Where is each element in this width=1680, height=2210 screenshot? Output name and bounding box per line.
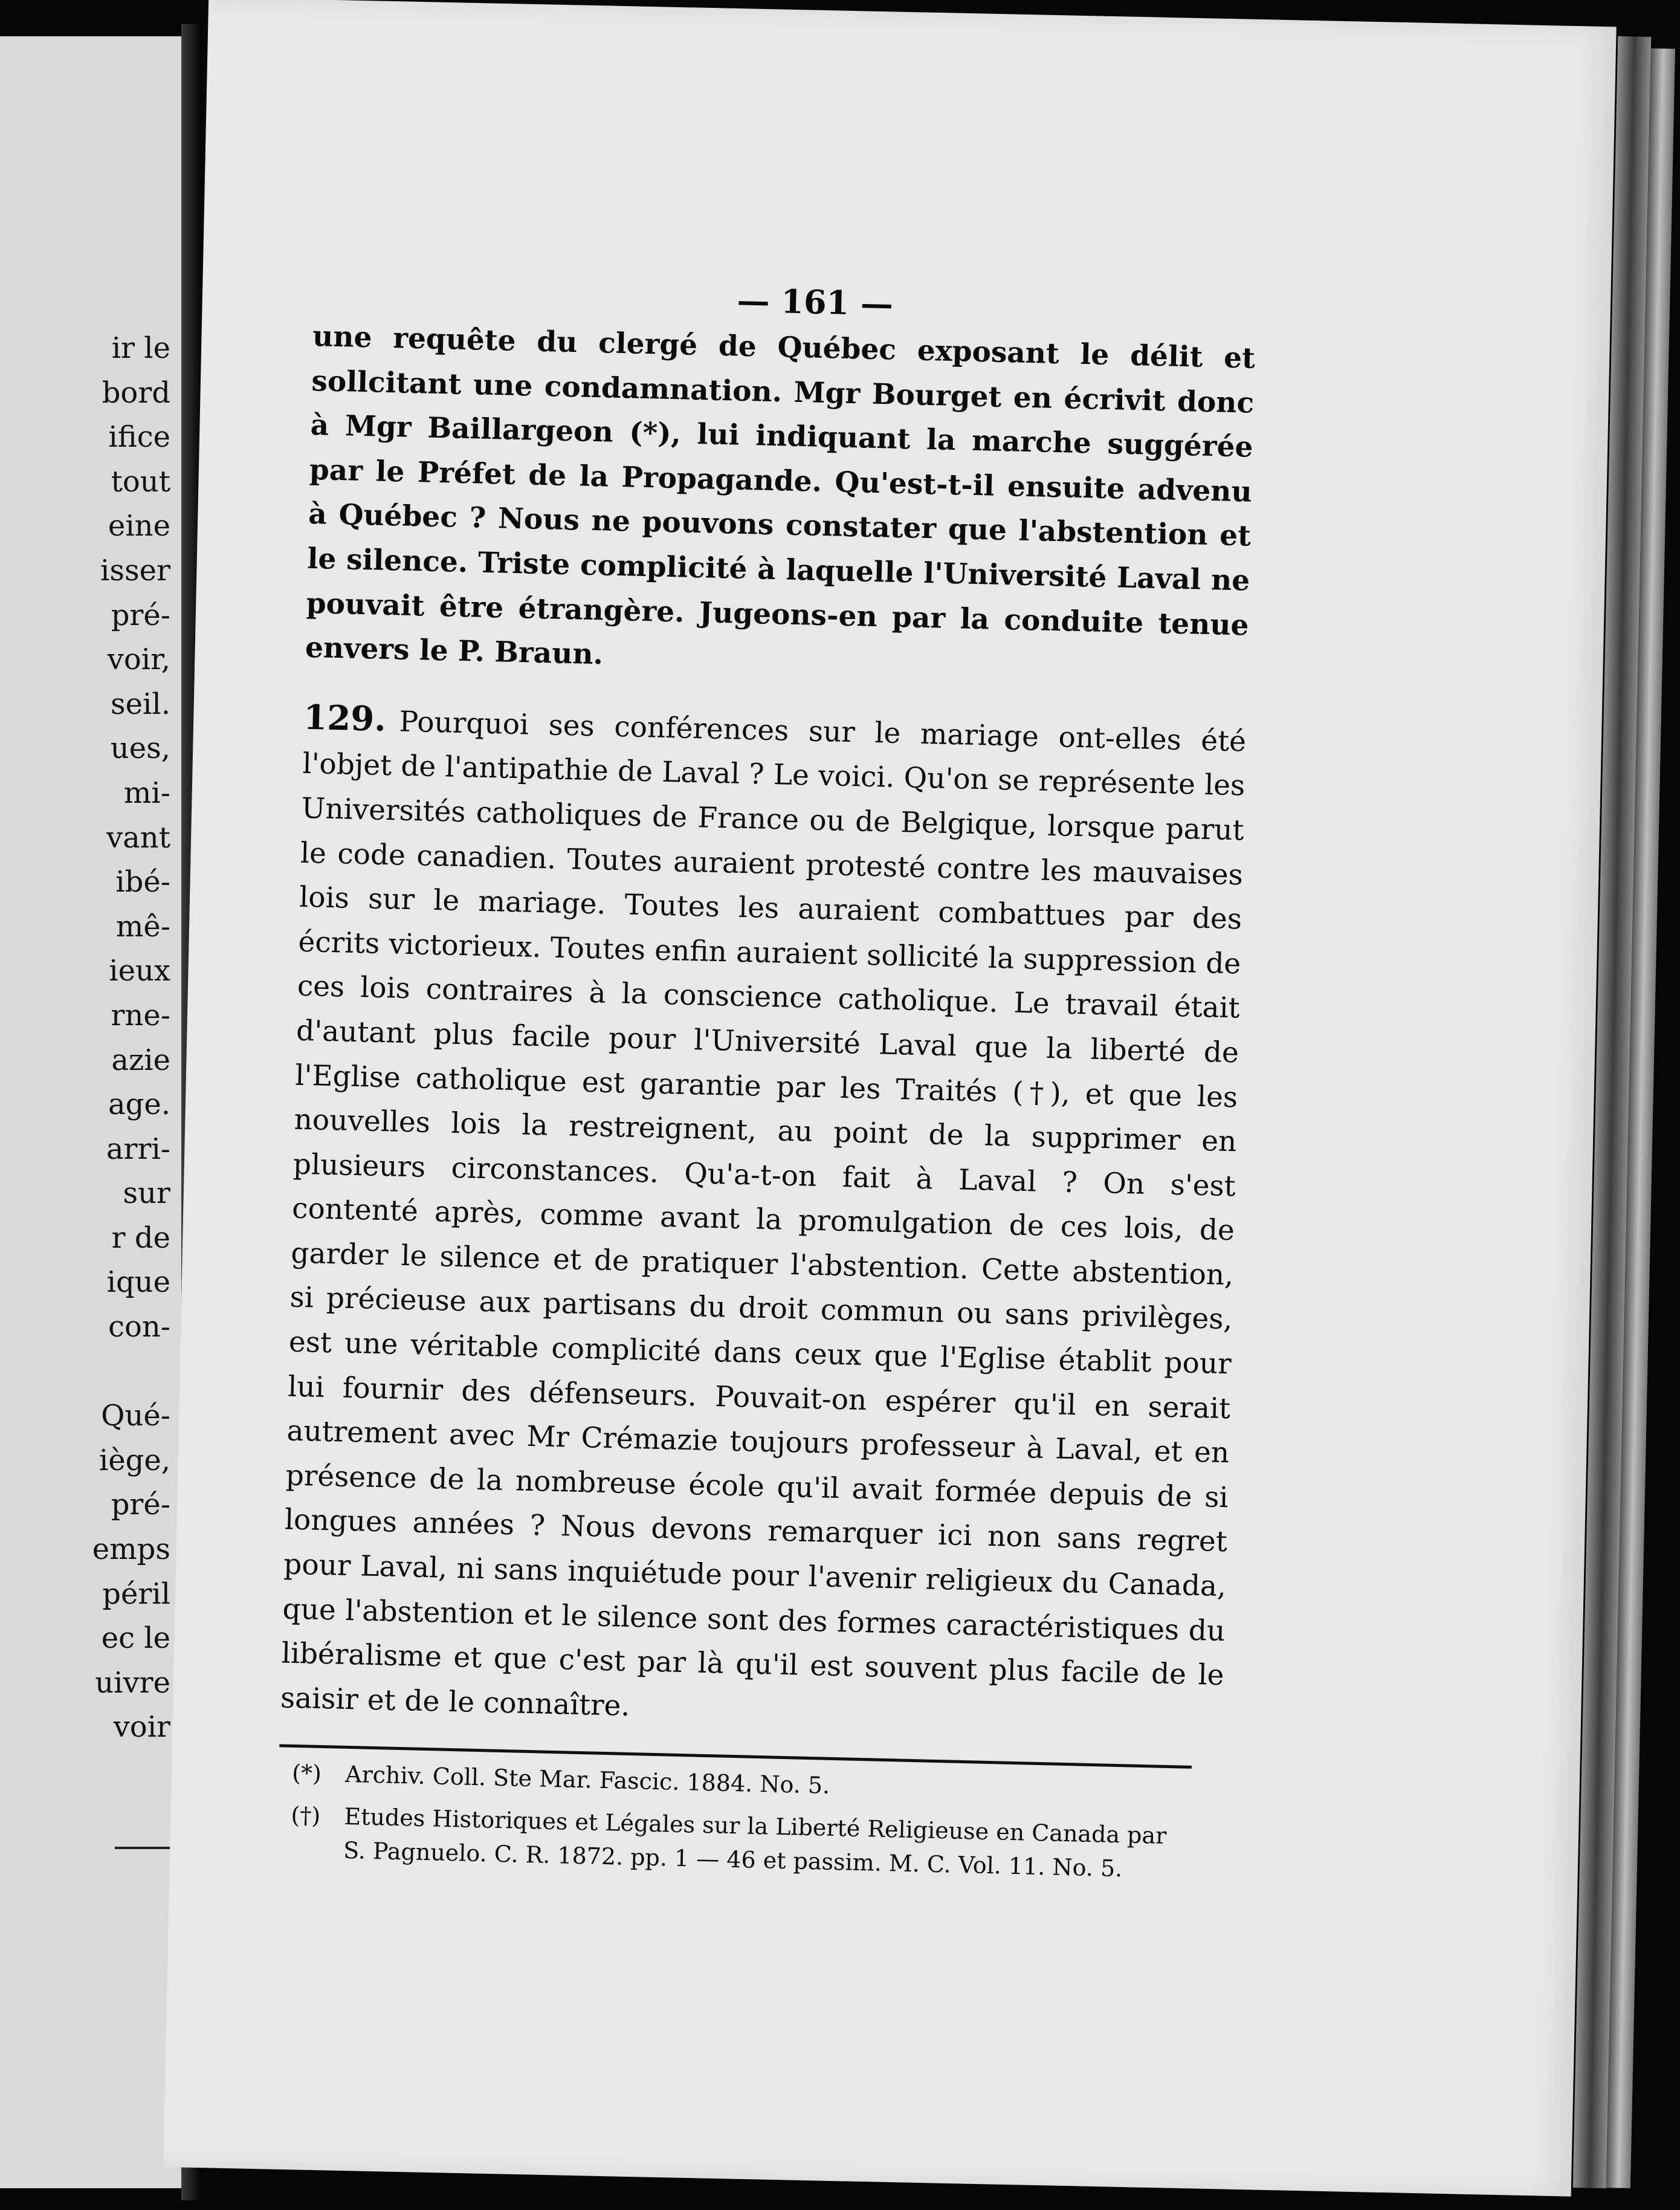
left-fragment: péril — [102, 1576, 170, 1611]
left-fragment: mê- — [115, 909, 170, 944]
footnote-marker: (*) — [291, 1760, 322, 1787]
left-fragment: age. — [108, 1087, 170, 1122]
left-page-text-fragments — [1, 326, 170, 1750]
left-fragment: ir le — [111, 331, 170, 365]
left-fragment: isser — [100, 553, 170, 588]
left-fragment: emps — [92, 1532, 170, 1567]
footnote-marker: (†) — [291, 1802, 321, 1830]
left-fragment: r de — [111, 1220, 170, 1255]
paragraph-text: Pourquoi ses conférences sur le mariage ont-elles été l'objet de l'antipathie de Laval ? Le voici. Qu'on se représente les Universités catholiques de France ou de Belgique, lorsque parut le code canadien. Toutes auraient protesté contre les mauvaises lois sur le mariage. Toutes les auraient combattues par des écrits victorieux. Toutes enfin auraient sollicité la suppression de ces lois contraires à la conscience catholique. Le travail était d'autant plus facile pour l'Université Laval que la liberté de l'Eglise catholique est garantie par les Traités (†), et que les nouvelles lois la restreignent, au point de la supprimer en plusieurs circonstances. Qu'a-t-on fait à Laval ? On s'est contenté après, comme avant la promulgation de ces lois, de garder le silence et de pratiquer l'abstention. Cette abstention, si précieuse aux partisans du droit commun ou sans privilèges, est une véritable complicité dans ceux que l'Eglise établit pour lui fournir des défenseurs. Pouvait-on espérer qu'il en serait autrement avec Mr Crémazie toujours professeur à Laval, et en présence de la nombreuse école qu'il avait formée depuis de si longues années ? Nous devons remarquer ici non sans regret pour Laval, ni sans inquiétude pour l'avenir religieux du Canada, que l'abstention et le silence sont des formes caractéristiques du libéralisme et que c'est par là qu'il est souvent plus facile de le saisir et de le connaître. — [280, 705, 1247, 1723]
left-fragment: ique — [106, 1265, 170, 1300]
left-fragment: uivre — [95, 1665, 170, 1700]
left-fragment: iège, — [99, 1443, 170, 1477]
left-fragment: seil. — [111, 687, 170, 721]
left-fragment — [1, 1350, 170, 1395]
left-fragment: eine — [108, 509, 170, 543]
left-fragment: ec le — [101, 1621, 170, 1656]
left-fragment: sur — [123, 1176, 170, 1211]
left-fragment: pré- — [111, 598, 170, 632]
left-fragment: azie — [111, 1043, 170, 1077]
paragraph-129 — [280, 696, 1247, 1743]
left-fragment: bord — [102, 375, 170, 410]
page-content — [277, 266, 1257, 1888]
left-fragment: pré- — [111, 1488, 170, 1522]
left-fragment: con- — [108, 1310, 170, 1344]
footnote-text: Etudes Historiques et Légales sur la Liberté Religieuse en Canada par S. Pagnuelo. C. R. 1872. pp. 1 — 46 et passim. M. C. Vol. 11. No. 5. — [343, 1803, 1167, 1882]
left-fragment: tout — [111, 464, 170, 499]
left-fragment: ieux — [109, 954, 170, 988]
left-page — [0, 36, 181, 2188]
page-number: — 161 — — [736, 280, 894, 323]
left-fragment: arri- — [106, 1132, 170, 1166]
left-fragment: voir — [113, 1710, 170, 1745]
left-fragment: ifice — [108, 420, 170, 455]
paragraph-continued: une requête du clergé de Québec exposant le délit et sollcitant une condamnation. Mgr Bourget en écrivit donc à Mgr Baillargeon (*), lui indiquant la marche suggérée par le Préfet de la Propagande. Qu'est-t-il ensuite advenu à Québec ? Nous ne pouvons constater que l'abstention et le silence. Triste complicité à laquelle l'Université Laval ne pouvait être étrangère. Jugeons-en par la conduite tenue envers le P. Braun. — [305, 319, 1256, 672]
footnote-text: Archiv. Coll. Ste Mar. Fascic. 1884. No. 5. — [344, 1761, 830, 1800]
left-fragment: rne- — [111, 998, 170, 1032]
left-fragment: vant — [106, 820, 170, 855]
left-fragment: Qué- — [101, 1399, 170, 1433]
left-fragment: mi- — [123, 776, 170, 810]
paragraph-number: 129. — [303, 697, 387, 739]
left-fragment: voir, — [107, 643, 170, 677]
left-fragment: ues, — [110, 731, 170, 766]
left-fragment: ibé- — [115, 865, 170, 899]
